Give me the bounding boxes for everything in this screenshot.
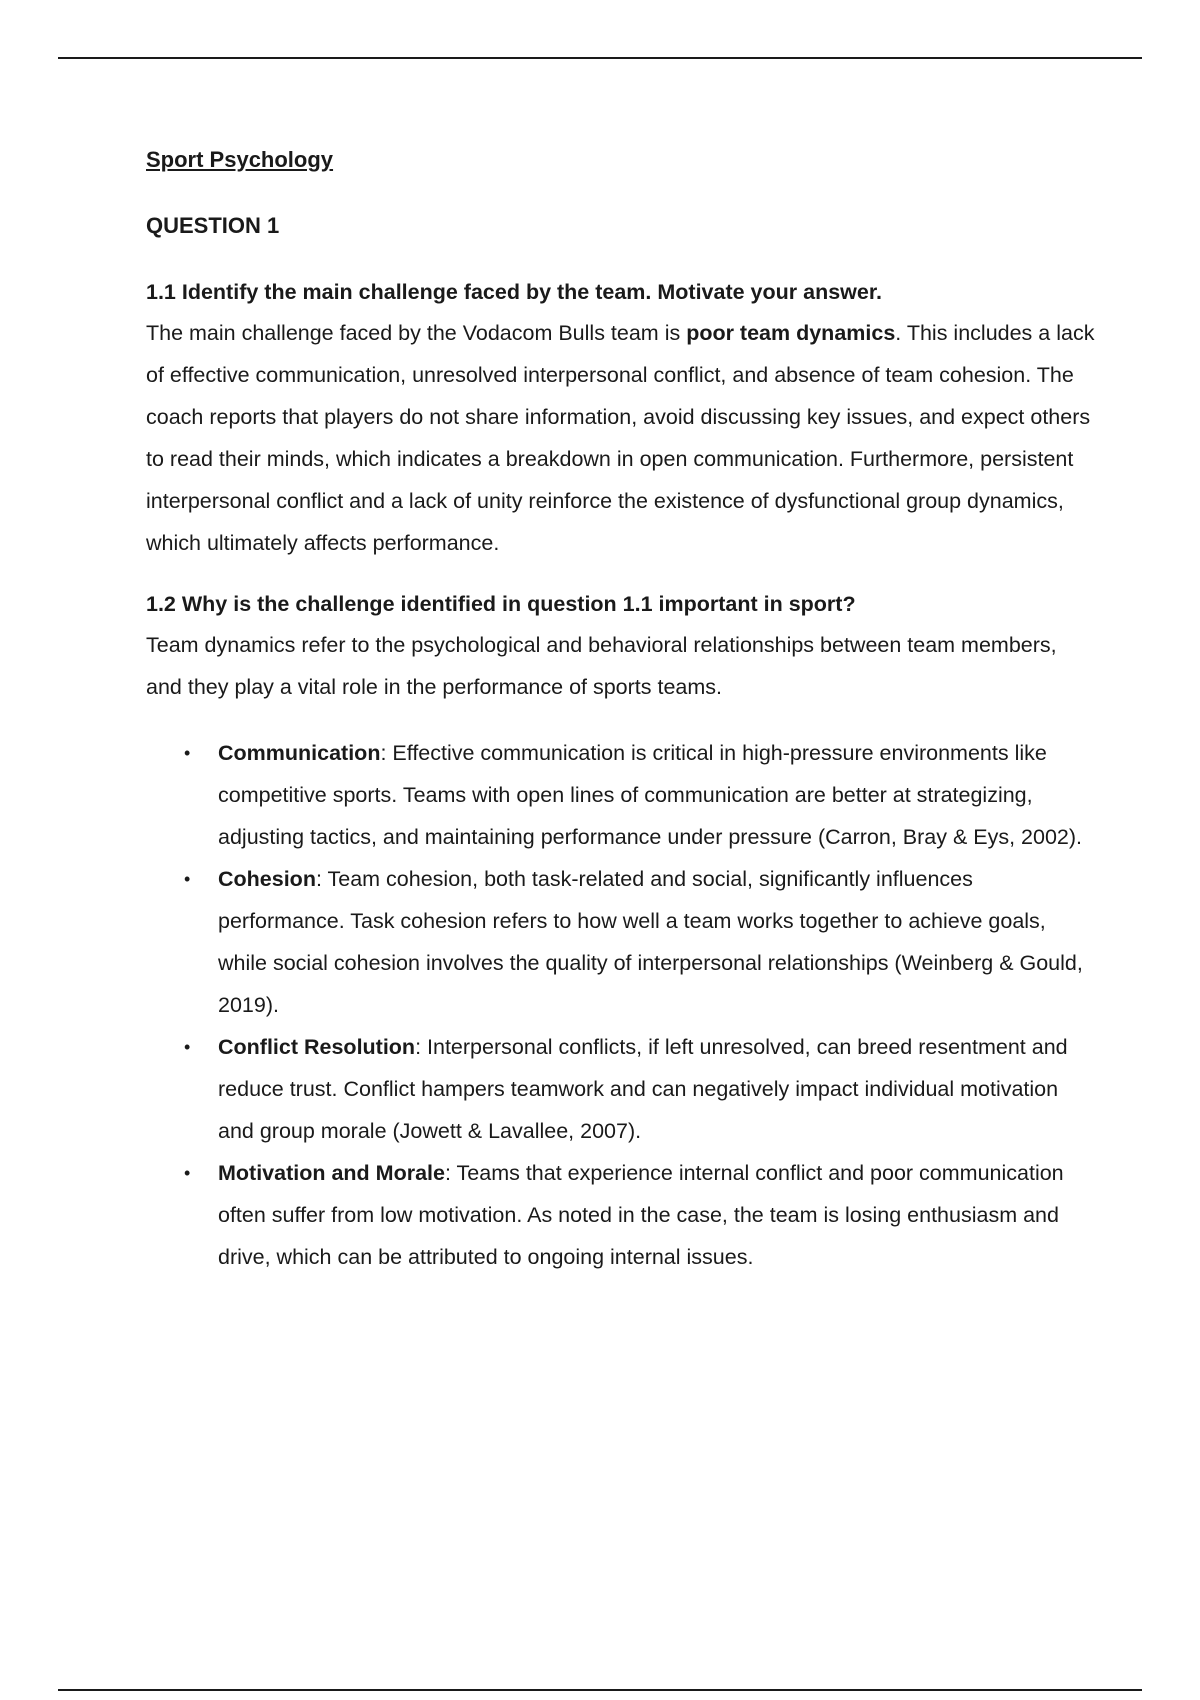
- question-1-2-section: [146, 590, 1096, 708]
- top-rule: [58, 57, 1142, 59]
- question-1-2-intro: Team dynamics refer to the psychological and behavioral relationships between team members, and they play a vital role in the performance of sports teams.: [146, 633, 1057, 699]
- question-1-2-heading: 1.2 Why is the challenge identified in question 1.1 important in sport?: [146, 592, 856, 616]
- question-1-1-heading: 1.1 Identify the main challenge faced by the team. Motivate your answer.: [146, 280, 882, 304]
- bullet-icon: •: [184, 1037, 191, 1057]
- bullet-icon: •: [184, 743, 191, 763]
- answer-text-start: The main challenge faced by the Vodacom Bulls team is: [146, 321, 687, 345]
- point-text: : Teams that experience internal conflict and poor communication often suffer from low motivation. As noted in the case, the team is losing enthusiasm and drive, which can be attributed to ongoing internal issues.: [218, 1161, 1064, 1269]
- point-term: Communication: [218, 741, 381, 765]
- bullet-icon: •: [184, 1163, 191, 1183]
- list-item: [146, 1152, 1096, 1278]
- bullet-icon: •: [184, 869, 191, 889]
- answer-text-rest: . This includes a lack of effective communication, unresolved interpersonal conflict, and absence of team cohesion. The coach reports that players do not share information, avoid discussing key issues, and expect others to read their minds, which indicates a breakdown in open communication. Furthermore, persistent interpersonal conflict and a lack of unity reinforce the existence of dysfunctional group dynamics, which ultimately affects performance.: [146, 321, 1095, 555]
- point-text: : Team cohesion, both task-related and social, significantly influences performance. Task cohesion refers to how well a team works together to achieve goals, while social cohesion involves the quality of interpersonal relationships (Weinberg & Gould, 2019).: [218, 867, 1083, 1017]
- document-title: Sport Psychology: [146, 147, 334, 172]
- point-term: Cohesion: [218, 867, 316, 891]
- question-1-1-section: [146, 278, 1096, 564]
- answer-key-phrase: poor team dynamics: [686, 321, 896, 345]
- question-label: QUESTION 1: [146, 213, 280, 238]
- question-1-1-answer: [146, 312, 1096, 564]
- point-term: Conflict Resolution: [218, 1035, 416, 1059]
- list-item: [146, 858, 1096, 1026]
- document-body: [146, 142, 1096, 1278]
- list-item: [146, 1026, 1096, 1152]
- bottom-rule: [58, 1689, 1142, 1691]
- importance-bullet-list: [146, 732, 1096, 1278]
- list-item: [146, 732, 1096, 858]
- point-text: : Effective communication is critical in high-pressure environments like competitive sports. Teams with open lines of communication are better at strategizing, adjusting tactics, and maintaining performance under pressure (Carron, Bray & Eys, 2002).: [218, 741, 1083, 849]
- point-term: Motivation and Morale: [218, 1161, 445, 1185]
- point-text: : Interpersonal conflicts, if left unresolved, can breed resentment and reduce trust. Conflict hampers teamwork and can negatively impact individual motivation and group morale (Jowett & Lavallee, 2007).: [218, 1035, 1068, 1143]
